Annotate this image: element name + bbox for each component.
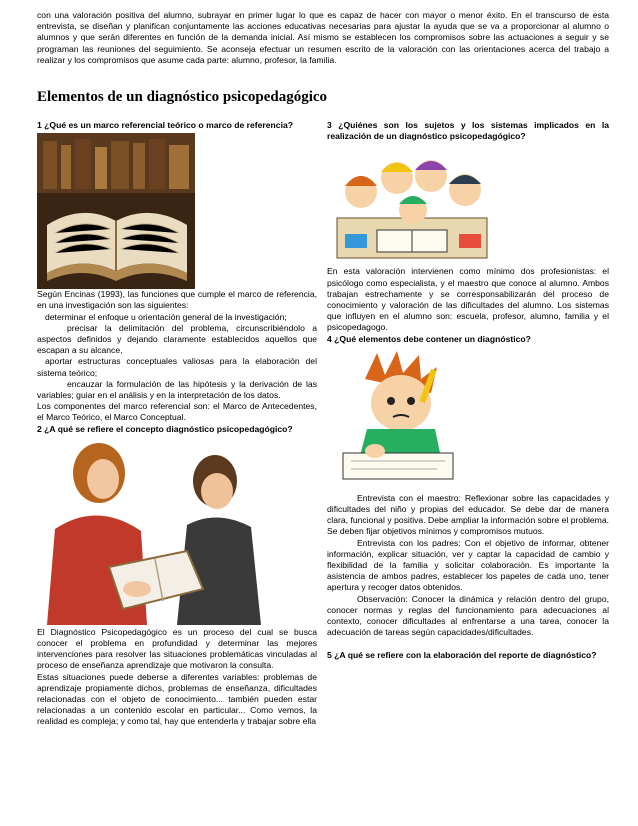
- question-1: 1 ¿Qué es un marco referencial teórico o marco de referencia?: [37, 120, 293, 130]
- right-column: [327, 120, 609, 662]
- list-item: Observación: Conocer la dinámica y relación dentro del grupo, conocer normas y reglas del funcionamiento para adecuaciones al contexto, conocer dificultades al enfrentarse a una tarea, conocer la adecuación de tareas según capacidades/dificultades.: [327, 593, 609, 638]
- list-item: Entrevista con el maestro: Reflexionar sobre las capacidades y dificultades del niño y propias del educador. Se debe dar de manera clara, funcional y positiva. Debe ampliar la información sobre el problema. Se deben fijar objetivos mínimos y compromisos mutuos.: [327, 492, 609, 537]
- question-3: 3 ¿Quiénes son los sujetos y los sistemas implicados en la realización de un diagnóstico psicopedagógico?: [327, 120, 609, 142]
- list-item: aportar estructuras conceptuales valiosas para la elaboración del sistema teórico;: [37, 356, 317, 378]
- list-item: encauzar la formulación de las hipótesis y la derivación de las variables; guiar en el análisis y en la interpretación de los datos.: [37, 378, 317, 401]
- paragraph-professionals: En esta valoración intervienen como mínimo dos profesionistas: el psicólogo como especialista, y el maestro que conoce al alumno. Ambos trabajan estrechamente y se corresponsabilizarán del proceso de conocimiento y valoración de las dificultades del alumno. Los sistemas que influyen en el alumno son: escuela, profesor, alumno, familia y el psicopedagogo.: [327, 266, 609, 333]
- question-5: 5 ¿A qué se refiere con la elaboración del reporte de diagnóstico?: [327, 650, 597, 661]
- thinking-boy-cartoon: [327, 349, 467, 487]
- reading-together-photo: [37, 439, 287, 625]
- children-cartoon-image: [327, 148, 497, 266]
- question-2: 2 ¿A qué se refiere el concepto diagnóstico psicopedagógico?: [37, 423, 293, 434]
- paragraph-components: Los componentes del marco referencial son: el Marco de Antecedentes, el Marco Teórico, el Marco Conceptual.: [37, 401, 317, 423]
- left-column: [37, 120, 317, 728]
- intro-paragraph: con una valoración positiva del alumno, subrayar en primer lugar lo que es capaz de hacer con mayor o menor éxito. En el transcurso de esta entrevista, se diseñan y planifican conjuntamente las acciones educativas necesarias para ajustar la ayuda que se va a proporcionar al alumno o alumnos y que serán diferentes en función de la demanda inicial. Así mismo se establecen los compromisos sobre las actuaciones a seguir y se programan las reuniones del seguimiento. Se aconseja efectuar un resumen escrito de la valoración con las orientaciones acerca del trabajo a realizar y los compromisos que asume cada parte: alumno, profesor, la familia.: [37, 10, 609, 65]
- paragraph-diagnostic-definition: El Diagnóstico Psicopedagógico es un proceso del cual se busca conocer el problema en profundidad y determinar las mejores intervenciones para resolver las situaciones problemáticas vinculadas al proceso de enseñanza aprendizaje que motivaron la consulta.: [37, 626, 317, 671]
- section-heading: Elementos de un diagnóstico psicopedagógico: [37, 89, 328, 105]
- list-item: determinar el enfoque u orientación general de la investigación;: [45, 311, 287, 322]
- paragraph-variables: Estas situaciones puede deberse a diferentes variables: problemas de aprendizaje propiamente dichos, problemas de enseñanza, dificultades relacionadas con el objeto de conocimiento... también pueden estar relacionadas a un contenido escolar en particular... Como vemos, la realidad es compleja; y como tal, hay que entenderla y trabajar sobre ella: [37, 671, 317, 727]
- open-book-image: [37, 133, 195, 289]
- paragraph-encinas: Según Encinas (1993), las funciones que cumple el marco de referencia, en una investigación son las siguientes:: [37, 289, 317, 311]
- list-item: precisar la delimitación del problema, circunscribiéndolo a aspectos definidos y dejando claramente establecidos aquellos que escapan a su alcance,: [37, 322, 317, 356]
- question-4: 4 ¿Qué elementos debe contener un diagnóstico?: [327, 333, 531, 344]
- list-item: Entrevista con los padres: Con el objetivo de informar, obtener información, explicar situación, ver y captar la capacidad de cambio y flexibilidad de la familia y solicitar colaboración. Es importante la asistencia de ambos padres, establecer los papeles de cada uno, tener apertura y recoger datos obtenidos.: [327, 537, 609, 593]
